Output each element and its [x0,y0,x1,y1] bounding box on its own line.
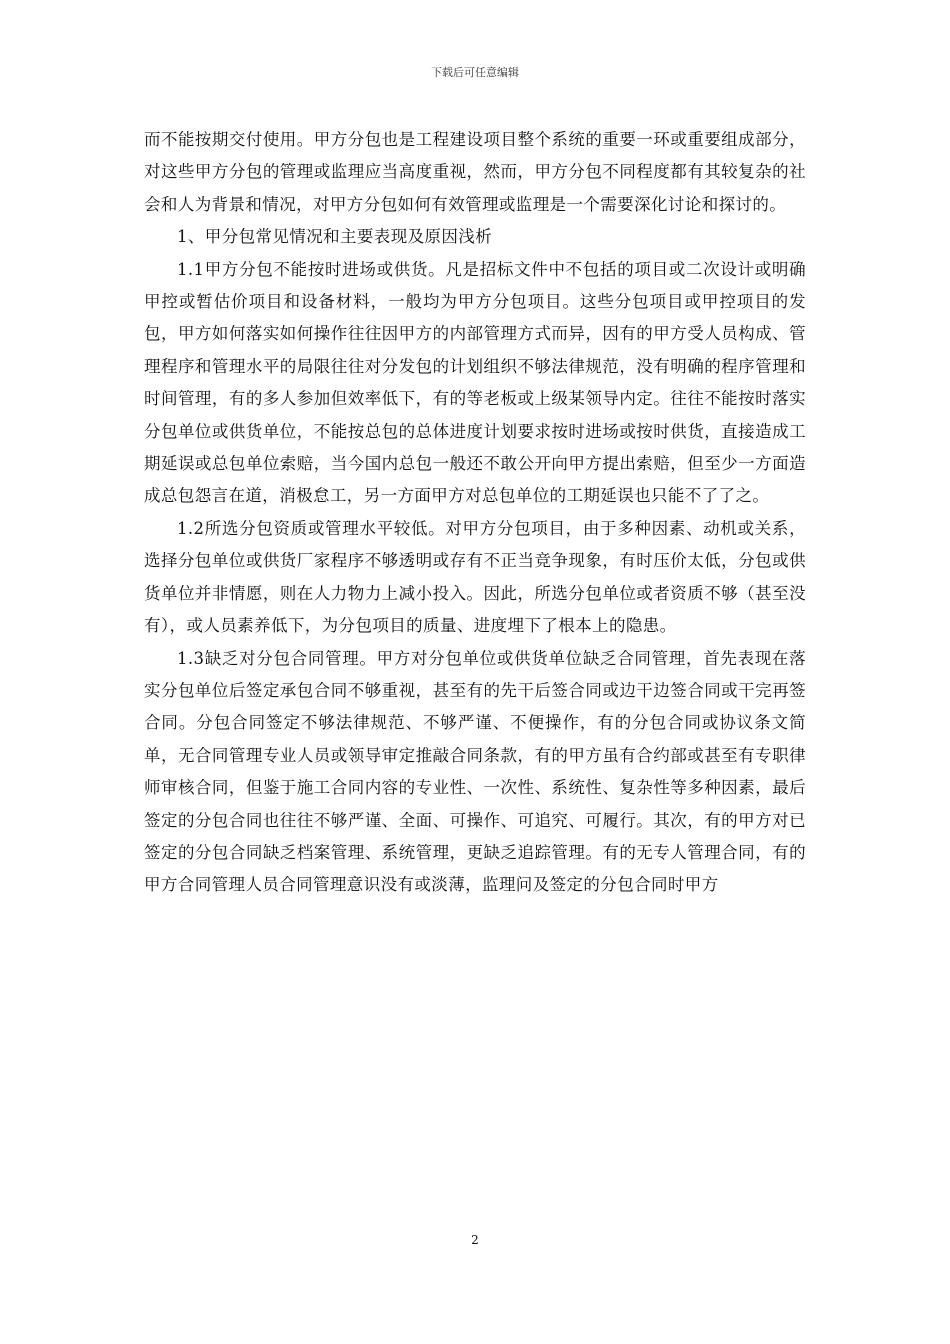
section-heading-1: 1、甲分包常见情况和主要表现及原因浅析 [177,227,493,247]
document-body [144,124,806,902]
paragraph-1-1: 1.1甲方分包不能按时进场或供货。凡是招标文件中不包括的项目或二次设计或明确甲控或暂估价项目和设备材料，一般均为甲方分包项目。这些分包项目或甲控项目的发包，甲方如何落实如何操作往往因甲方的内部管理方式而异，因有的甲方受人员构成、管理程序和管理水平的局限往往对分发包的计划组织不够法律规范，没有明确的程序管理和时间管理，有的多人参加但效率低下，有的等老板或上级某领导内定。往往不能按时落实分包单位或供货单位，不能按总包的总体进度计划要求按时进场或按时供货，直接造成工期延误或总包单位索赔，当今国内总包一般还不敢公开向甲方提出索赔，但至少一方面造成总包怨言在道，消极怠工，另一方面甲方对总包单位的工期延误也只能不了了之。 [144,259,806,506]
page-header: 下载后可任意编辑 [431,66,519,79]
page-number: 2 [471,1233,479,1247]
paragraph-1-2: 1.2所选分包资质或管理水平较低。对甲方分包项目，由于多种因素、动机或关系，选择分包单位或供货厂家程序不够透明或存有不正当竞争现象，有时压价太低，分包或供货单位并非情愿，则在人力物力上减小投入。因此，所选分包单位或者资质不够（甚至没有），或人员素养低下，为分包项目的质量、进度埋下了根本上的隐患。 [144,518,806,636]
paragraph-intro: 而不能按期交付使用。甲方分包也是工程建设项目整个系统的重要一环或重要组成部分，对这些甲方分包的管理或监理应当高度重视，然而，甲方分包不同程度都有其较复杂的社会和人为背景和情况，对甲方分包如何有效管理或监理是一个需要深化讨论和探讨的。 [144,130,806,214]
paragraph-1-3: 1.3缺乏对分包合同管理。甲方对分包单位或供货单位缺乏合同管理，首先表现在落实分包单位后签定承包合同不够重视，甚至有的先干后签合同或边干边签合同或干完再签合同。分包合同签定不够法律规范、不够严谨、不便操作，有的分包合同或协议条文简单，无合同管理专业人员或领导审定推敲合同条款，有的甲方虽有合约部或甚至有专职律师审核合同，但鉴于施工合同内容的专业性、一次性、系统性、复杂性等多种因素，最后签定的分包合同也往往不够严谨、全面、可操作、可追究、可履行。其次，有的甲方对已签定的分包合同缺乏档案管理、系统管理，更缺乏追踪管理。有的无专人管理合同，有的甲方合同管理人员合同管理意识没有或淡薄，监理问及签定的分包合同时甲方 [144,648,806,895]
